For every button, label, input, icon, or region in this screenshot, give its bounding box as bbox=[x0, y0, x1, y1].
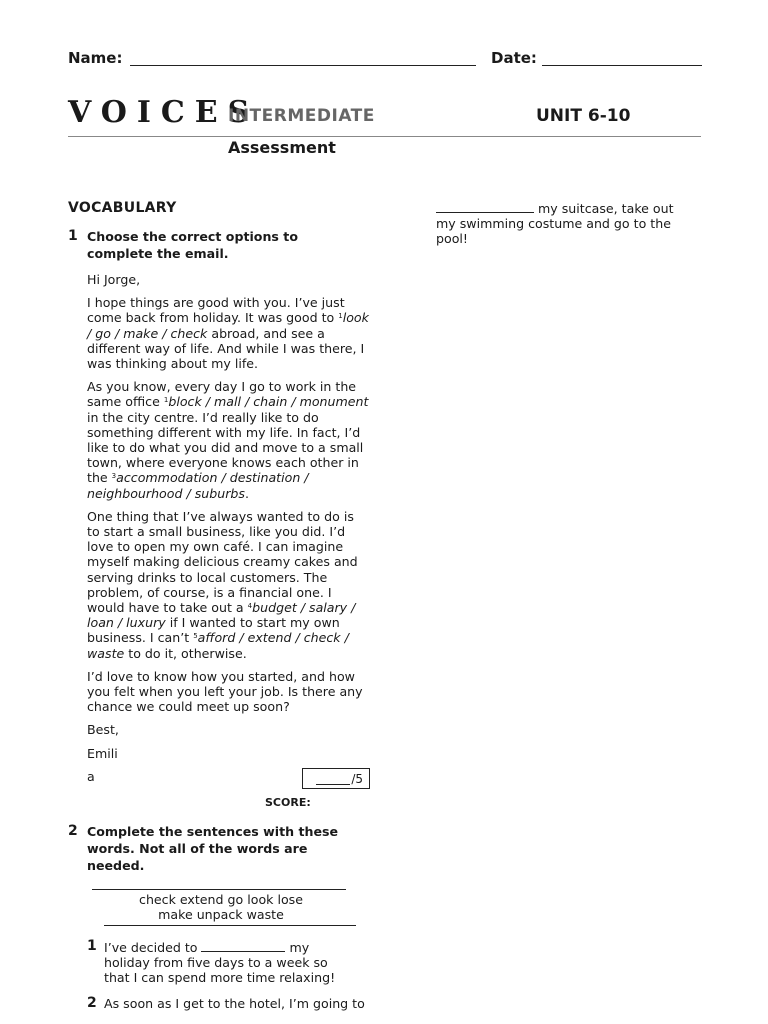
q2-number: 2 bbox=[68, 823, 78, 839]
email-paragraph-2: As you know, every day I go to work in the same office $^1$block / mall / chain / monument in the city centre. I’d really like to do something different with my life. In fact, I’d like to do what you did and move to a small town, where everyone knows each other in the $^3$accommodation / destination / neighbourhood / suburbs. bbox=[87, 379, 369, 501]
name-label: Name: bbox=[68, 49, 123, 67]
option-set-4[interactable]: budget / salary / loan / luxury bbox=[87, 600, 356, 631]
answer-gap-2[interactable] bbox=[436, 200, 534, 213]
q1-score-box[interactable] bbox=[302, 768, 370, 789]
section-title: VOCABULARY bbox=[68, 200, 177, 216]
q2-item-2-continued: my suitcase, take out my swimming costume and go to the pool! bbox=[436, 201, 674, 247]
name-field-line[interactable] bbox=[130, 65, 476, 66]
stray-letter: a bbox=[87, 769, 95, 784]
email-paragraph-1: I hope things are good with you. I’ve just come back from holiday. It was good to $^1$look / go / make / check abroad, and see a different way of life. And while I was there, I was thinking about my life. bbox=[87, 295, 369, 372]
unit-label: UNIT 6-10 bbox=[536, 106, 631, 126]
word-box bbox=[92, 892, 350, 922]
score-blank[interactable] bbox=[316, 773, 350, 785]
email-signoff: Best, bbox=[87, 722, 119, 738]
q1-number: 1 bbox=[68, 228, 78, 244]
date-label: Date: bbox=[491, 49, 537, 67]
q1-email bbox=[87, 272, 370, 769]
score-label: SCORE: bbox=[265, 796, 311, 809]
option-set-1[interactable]: look / go / make / check bbox=[87, 310, 369, 341]
q2-item-1-number: 1 bbox=[87, 938, 97, 954]
q2-item-2: As soon as I get to the hotel, I’m going to bbox=[104, 996, 365, 1011]
q2-item-2-number: 2 bbox=[87, 995, 97, 1011]
page-subtitle: Assessment bbox=[228, 138, 336, 157]
level-label: INTERMEDIATE bbox=[228, 106, 375, 126]
brand-logo: VOICES bbox=[68, 95, 260, 130]
word-box-line-1: check extend go look lose bbox=[139, 892, 303, 907]
score-total: /5 bbox=[351, 771, 363, 786]
q1-instruction: Choose the correct options to complete the email. bbox=[87, 229, 298, 261]
option-set-2[interactable]: block / mall / chain / monument bbox=[168, 394, 369, 410]
answer-gap-1[interactable] bbox=[201, 939, 285, 952]
word-box-line-2: make unpack waste bbox=[158, 907, 284, 922]
email-paragraph-4: I’d love to know how you started, and how you felt when you left your job. Is there any chance we could meet up soon? bbox=[87, 668, 363, 715]
q2-instruction: Complete the sentences with these words. Not all of the words are needed. bbox=[87, 824, 339, 873]
option-set-5[interactable]: afford / extend / check / waste bbox=[87, 630, 349, 661]
wordbox-top-rule bbox=[92, 889, 346, 890]
option-set-3[interactable]: accommodation / destination / neighbourhood / suburbs bbox=[87, 470, 309, 501]
wordbox-bottom-rule bbox=[104, 925, 356, 926]
date-field-line[interactable] bbox=[542, 65, 702, 66]
email-signature: Emili bbox=[87, 745, 118, 761]
email-greeting: Hi Jorge, bbox=[87, 272, 141, 287]
header-divider bbox=[68, 136, 701, 137]
q2-item-1: I’ve decided to my holiday from five days to a week so that I can spend more time relaxing! bbox=[104, 940, 336, 986]
email-paragraph-3: One thing that I’ve always wanted to do is to start a small business, like you did. I’d love to open my own café. I can imagine myself making delicious creamy cakes and serving drinks to local customers. The problem, of course, is a financial one. I would have to take out a $^4$budget / salary / loan / luxury if I wanted to start my own business. I can’t $^5$afford / extend / check / waste to do it, otherwise. bbox=[87, 508, 358, 661]
